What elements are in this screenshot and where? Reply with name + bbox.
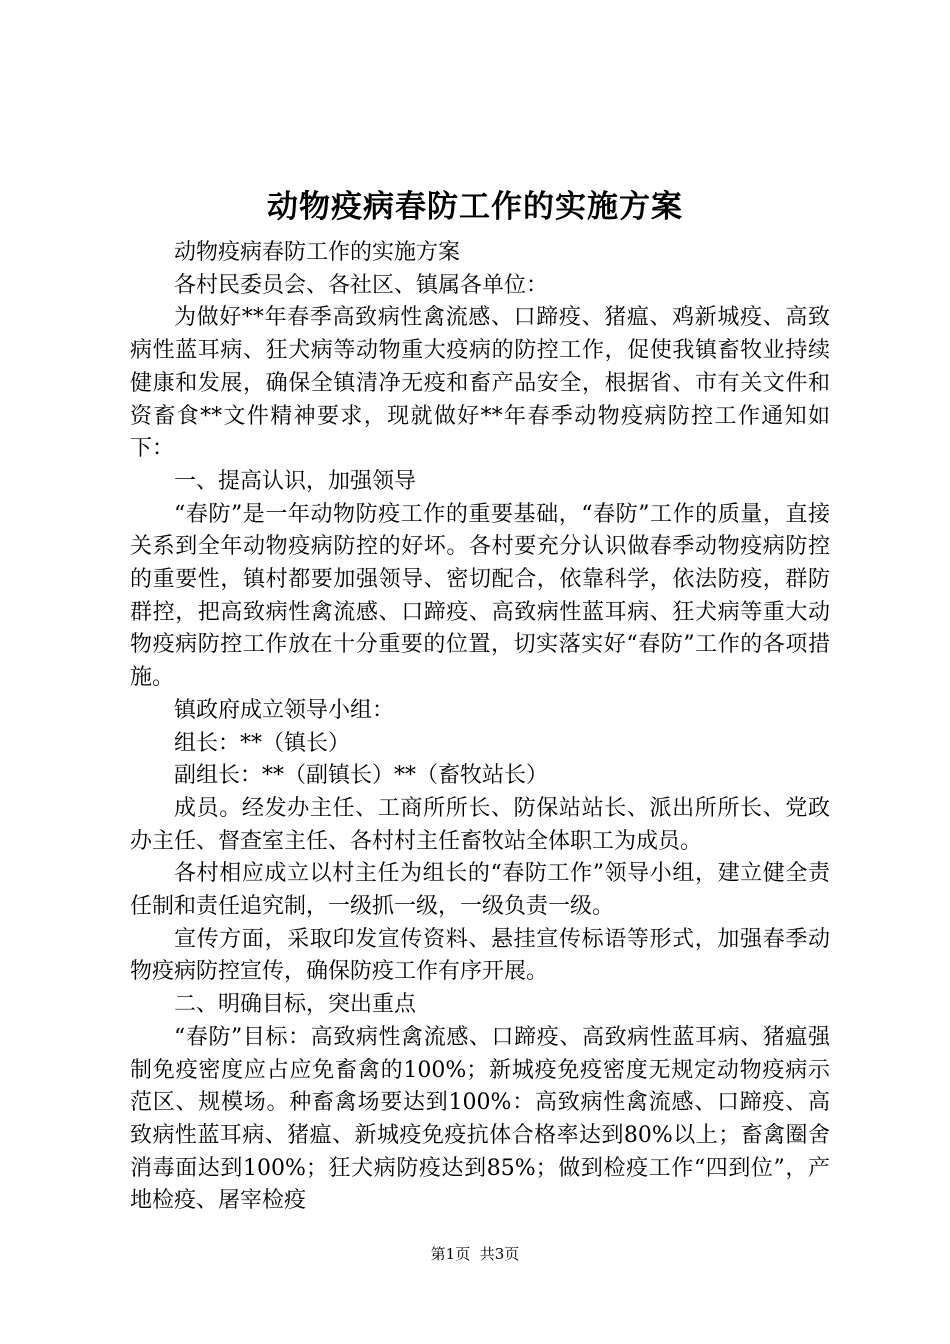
page-total: 共3页 [479, 1245, 520, 1263]
paragraph-group-leader: 组长：**（镇长） [174, 730, 351, 756]
paragraph-publicity: 宣传方面，采取印发宣传资料、悬挂宣传标语等形式，加强春季动物疫病防控宣传，确保防疫工作有序开展。 [130, 926, 830, 985]
paragraph-targets: “春防”目标：高致病性禽流感、口蹄疫、高致病性蓝耳病、猪瘟强制免疫密度应占应免畜禽的100%；新城疫免疫密度无规定动物疫病示范区、规模场。种畜禽场要达到100%：高致病性禽流感、口蹄疫、高致病性蓝耳病、猪瘟、新城疫免疫抗体合格率达到80%以上；畜禽圈舍消毒面达到100%；狂犬病防疫达到85%；做到检疫工作“四到位”，产地检疫、屠宰检疫 [130, 1024, 830, 1214]
paragraph-village-groups: 各村相应成立以村主任为组长的“春防工作”领导小组，建立健全责任制和责任追究制，一级抓一级，一级负责一级。 [130, 861, 830, 920]
section-heading-2: 二、明确目标，突出重点 [174, 992, 417, 1018]
page-number: 第1页 [430, 1245, 471, 1263]
paragraph-importance: “春防”是一年动物防疫工作的重要基础，“春防”工作的质量，直接关系到全年动物疫病防控的好坏。各村要充分认识做春季动物疫病防控的重要性，镇村都要加强领导、密切配合，依靠科学，依法防疫，群防群控，把高致病性禽流感、口蹄疫、高致病性蓝耳病、狂犬病等重大动物疫病防控工作放在十分重要的位置，切实落实好“春防”工作的各项措施。 [130, 501, 830, 691]
document-body [130, 237, 830, 1218]
paragraph-heading-repeat: 动物疫病春防工作的实施方案 [174, 240, 461, 265]
page-footer [0, 1244, 950, 1264]
paragraph-intro: 为做好**年春季高致病性禽流感、口蹄疫、猪瘟、鸡新城疫、高致病性蓝耳病、狂犬病等动物重大疫病的防控工作，促使我镇畜牧业持续健康和发展，确保全镇清净无疫和畜产品安全，根据省、市有关文件和资畜食**文件精神要求，现就做好**年春季动物疫病防控工作通知如下： [130, 305, 830, 462]
section-heading-1: 一、提高认识，加强领导 [174, 468, 417, 494]
page-title: 动物疫病春防工作的实施方案 [267, 189, 683, 225]
paragraph-members: 成员。经发办主任、工商所所长、防保站站长、派出所所长、党政办主任、督查室主任、各村村主任畜牧站全体职工为成员。 [130, 795, 830, 854]
paragraph-leadership-group: 镇政府成立领导小组： [174, 697, 395, 723]
paragraph-deputy-leader: 副组长：**（副镇长）**（畜牧站长） [174, 763, 549, 789]
paragraph-addressee: 各村民委员会、各社区、镇属各单位： [174, 272, 549, 298]
